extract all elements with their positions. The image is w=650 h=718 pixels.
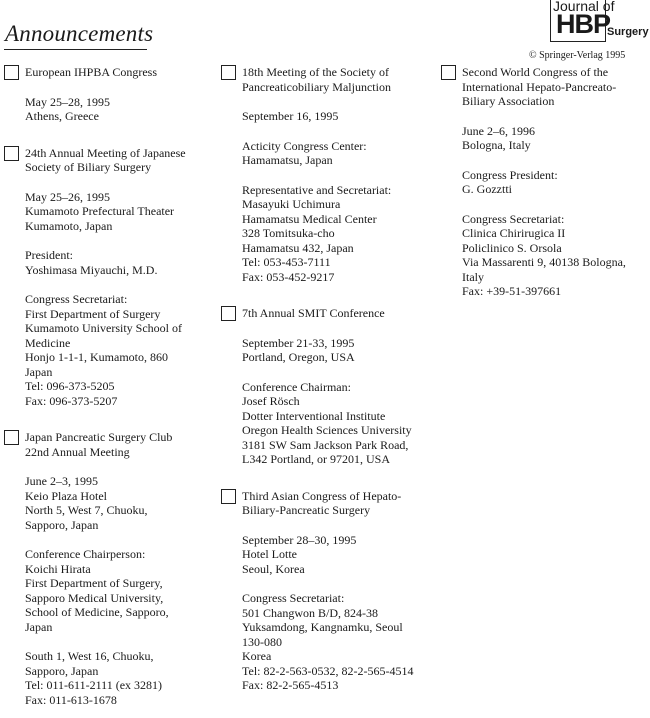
detail-line: North 5, West 7, Chuoku, — [25, 503, 148, 517]
detail-line: Conference Chairperson: — [25, 547, 146, 561]
journal-logo-top: Journal of — [553, 0, 615, 14]
detail-line: Masayuki Uchimura — [242, 197, 341, 211]
entry-detail-block — [462, 212, 646, 299]
entry-title-line: 7th Annual SMIT Conference — [242, 306, 385, 320]
detail-line: Tel: 096-373-5205 — [25, 379, 115, 393]
detail-line: September 21-33, 1995 — [242, 335, 355, 350]
detail-line: September 28–30, 1995 — [242, 532, 357, 547]
detail-line: Clinica Chirirugica II — [462, 226, 566, 240]
entry-detail-block — [25, 292, 219, 408]
detail-line: Conference Chairman: — [242, 379, 351, 394]
entry-title-line: 18th Meeting of the Society of — [242, 65, 389, 79]
entry-detail-block — [25, 190, 219, 234]
entry-detail-block — [242, 183, 431, 285]
detail-line: Tel: 053-453-7111 — [242, 255, 331, 269]
announcement-entry — [4, 65, 219, 124]
detail-line: First Department of Surgery — [25, 306, 161, 321]
detail-line: Fax: +39-51-397661 — [462, 284, 562, 298]
entry-detail-block — [242, 591, 431, 693]
detail-line: Fax: 82-2-565-4513 — [242, 678, 339, 692]
announcement-entry — [221, 489, 431, 693]
announcement-entry — [441, 65, 646, 299]
column-3 — [441, 65, 646, 299]
detail-line: Keio Plaza Hotel — [25, 488, 107, 503]
detail-line: Kumamoto, Japan — [25, 218, 113, 233]
entry-detail-block — [242, 380, 431, 467]
entry-heading — [4, 65, 219, 80]
journal-logo-surgery: Surgery — [607, 26, 649, 38]
detail-line: Tel: 011-611-2111 (ex 3281) — [25, 678, 163, 692]
detail-line: Congress Secretariat: — [462, 211, 565, 226]
detail-line: Athens, Greece — [25, 109, 99, 123]
entry-title-line: 24th Annual Meeting of Japanese — [25, 145, 186, 160]
checkbox-icon — [221, 306, 236, 321]
detail-line: Fax: 011-613-1678 — [25, 692, 117, 707]
copyright-notice: © Springer-Verlag 1995 — [529, 50, 626, 61]
detail-line: First Department of Surgery, — [25, 576, 163, 590]
detail-line: Congress Secretariat: — [242, 591, 345, 605]
detail-line: Yuksamdong, Kangnamku, Seoul — [242, 620, 403, 634]
detail-line: Congress President: — [462, 167, 558, 182]
detail-line: Japan — [25, 619, 53, 634]
entry-heading — [4, 430, 219, 459]
page-title: Announcements — [5, 21, 154, 46]
column-1 — [4, 65, 219, 707]
detail-line: Hotel Lotte — [242, 547, 297, 561]
detail-line: Portland, Oregon, USA — [242, 350, 355, 364]
entry-title-line: Society of Biliary Surgery — [25, 160, 152, 174]
detail-line: Dotter Interventional Institute — [242, 408, 386, 423]
checkbox-icon — [221, 489, 236, 504]
detail-line: School of Medicine, Sapporo, — [25, 605, 169, 619]
entry-detail-block — [242, 109, 431, 124]
detail-line: Korea — [242, 649, 272, 663]
entry-title-line: Pancreaticobiliary Maljunction — [242, 79, 391, 94]
detail-line: Oregon Health Sciences University — [242, 423, 412, 437]
detail-line: September 16, 1995 — [242, 109, 339, 123]
entry-title-line: International Hepato-Pancreato- — [462, 79, 617, 94]
detail-line: G. Gozztti — [462, 182, 512, 196]
detail-line: Kumamoto Prefectural Theater — [25, 204, 175, 218]
detail-line: 130-080 — [242, 634, 282, 649]
detail-line: Sapporo, Japan — [25, 663, 99, 678]
entry-detail-block — [242, 139, 431, 168]
detail-line: Josef Rösch — [242, 394, 300, 408]
checkbox-icon — [4, 430, 19, 445]
detail-line: Bologna, Italy — [462, 138, 531, 152]
detail-line: Yoshimasa Miyauchi, M.D. — [25, 262, 158, 277]
detail-line: Sapporo, Japan — [25, 517, 99, 532]
entry-title-line: Biliary-Pancreatic Surgery — [242, 503, 371, 517]
detail-line: Fax: 053-452-9217 — [242, 269, 335, 284]
detail-line: Congress Secretariat: — [25, 292, 128, 306]
detail-line: President: — [25, 248, 73, 262]
entry-detail-block — [242, 336, 431, 365]
detail-line: June 2–6, 1996 — [462, 123, 535, 138]
detail-line: Kumamoto University School of — [25, 321, 182, 335]
announcement-entry — [4, 430, 219, 707]
entry-title-line: Third Asian Congress of Hepato- — [242, 488, 402, 503]
entry-title-line: 22nd Annual Meeting — [25, 444, 130, 459]
detail-line: Italy — [462, 269, 484, 284]
column-2 — [221, 65, 431, 693]
announcement-entry — [221, 306, 431, 467]
entry-detail-block — [25, 547, 219, 634]
detail-line: 328 Tomitsuka-cho — [242, 226, 335, 240]
entry-detail-block — [25, 474, 219, 532]
entry-detail-block — [242, 533, 431, 577]
detail-line: Fax: 096-373-5207 — [25, 393, 118, 408]
entry-heading — [221, 489, 431, 518]
announcement-entry — [221, 65, 431, 284]
entry-title-line: Japan Pancreatic Surgery Club — [25, 430, 173, 444]
detail-line: Tel: 82-2-563-0532, 82-2-565-4514 — [242, 663, 414, 678]
detail-line: Acticity Congress Center: — [242, 138, 367, 153]
detail-line: L342 Portland, or 97201, USA — [242, 452, 390, 466]
entry-title-line: European IHPBA Congress — [25, 65, 157, 79]
detail-line: June 2–3, 1995 — [25, 474, 98, 488]
checkbox-icon — [4, 65, 19, 80]
detail-line: Honjo 1-1-1, Kumamoto, 860 — [25, 350, 168, 364]
entry-heading — [441, 65, 646, 109]
detail-line: Japan — [25, 364, 53, 379]
entry-title-line: Second World Congress of the — [462, 65, 609, 79]
journal-logo-hbp: HBP — [556, 9, 611, 39]
title-underline — [4, 49, 147, 50]
entry-detail-block — [25, 248, 219, 277]
entry-heading — [221, 306, 431, 321]
checkbox-icon — [221, 65, 236, 80]
journal-logo — [550, 0, 648, 44]
entry-title-line: Biliary Association — [462, 94, 555, 108]
detail-line: Hamamatsu, Japan — [242, 153, 333, 167]
detail-line: Representative and Secretariat: — [242, 182, 392, 197]
entry-heading — [4, 146, 219, 175]
checkbox-icon — [441, 65, 456, 80]
detail-line: Policlinico S. Orsola — [462, 240, 562, 255]
detail-line: 3181 SW Sam Jackson Park Road, — [242, 437, 409, 452]
detail-line: Hamamatsu 432, Japan — [242, 240, 354, 255]
detail-line: Sapporo Medical University, — [25, 590, 164, 605]
detail-line: 501 Changwon B/D, 824-38 — [242, 605, 378, 620]
detail-line: Koichi Hirata — [25, 561, 91, 576]
announcement-entry — [4, 146, 219, 409]
detail-line: Hamamatsu Medical Center — [242, 211, 377, 226]
detail-line: Via Massarenti 9, 40138 Bologna, — [462, 255, 626, 269]
detail-line: Seoul, Korea — [242, 561, 305, 576]
entry-detail-block — [25, 649, 219, 707]
entry-detail-block — [462, 168, 646, 197]
entry-detail-block — [462, 124, 646, 153]
detail-line: South 1, West 16, Chuoku, — [25, 649, 154, 663]
checkbox-icon — [4, 146, 19, 161]
detail-line: May 25–26, 1995 — [25, 189, 110, 204]
entry-heading — [221, 65, 431, 94]
entry-detail-block — [25, 95, 219, 124]
detail-line: Medicine — [25, 335, 71, 350]
detail-line: May 25–28, 1995 — [25, 94, 110, 109]
